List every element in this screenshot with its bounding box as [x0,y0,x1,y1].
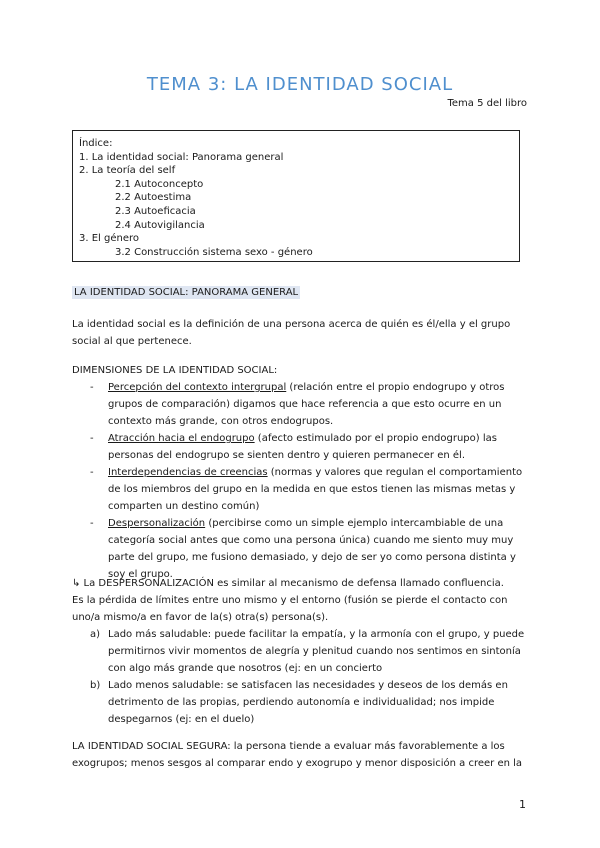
term-description: (percibirse como un simple ejemplo intercambiable de una categoría social antes que como una persona única) cuando me siento muy muy parte del grupo, me fusiono demasiado, y dejo de ser yo como persona distinta y soy el grupo. [108,518,516,580]
term: Percepción del contexto intergrupal [108,382,287,393]
list-marker: - [90,467,94,478]
term: Atracción hacia el endogrupo [108,433,255,444]
index-subitem: 2.1 Autoconcepto [115,178,204,190]
index-box [72,130,520,262]
alpha-list [72,626,532,728]
index-heading: Índice: [79,138,113,149]
index-item: 3. El género [79,233,139,245]
despersonalizacion-definition: Es la pérdida de límites entre uno mismo y el entorno (fusión se pierde el contacto con uno/a mismo/a en favor de la(s) otra(s) persona(s). [72,595,508,623]
index-subitem: 3.2 Construcción sistema sexo - género [115,246,313,258]
textbook-reference: Tema 5 del libro [447,98,527,109]
index-subitem: 2.2 Autoestima [115,192,192,204]
list-marker: b) [90,680,101,691]
index-subitem: 2.3 Autoeficacia [115,205,196,217]
list-item [72,515,532,583]
list-item-text: Lado menos saludable: se satisfacen las necesidades y deseos de los demás en detrimento de las propias, perdiendo autonomía e individualidad; nos impide despegarnos (ej: en el duelo) [108,680,508,725]
identidad-segura-label: LA IDENTIDAD SOCIAL SEGURA: [72,741,231,752]
list-item [72,626,532,677]
term-description: (normas y valores que regulan el comportamiento de los miembros del grupo en la medida en que estos tienen las mismas metas y comparten un destino común) [108,467,523,512]
index-item: 2. La teoría del self [79,165,176,177]
intro-paragraph: La identidad social es la definición de una persona acerca de quién es él/ella y el grupo social al que pertenece. [72,319,511,347]
list-item [72,464,532,515]
list-item [72,677,532,728]
list-item [72,430,532,464]
index-subitem: 2.4 Autovigilancia [115,219,205,231]
page-title: TEMA 3: LA IDENTIDAD SOCIAL [146,74,454,95]
term-description: (relación entre el propio endogrupo y otros grupos de comparación) digamos que hace referencia a que esto ocurre en un contexto más grande, con otros endogrupos. [108,382,505,427]
list-marker: - [90,382,94,393]
term: Despersonalización [108,518,206,529]
identidad-segura-text: la persona tiende a evaluar más favorablemente a los exogrupos; menos sesgos al comparar endo y exogrupo y menor disposición a creer en la [72,741,523,769]
dimensions-list [72,379,532,583]
index-item: 1. La identidad social: Panorama general [79,151,284,163]
list-item-text: Lado más saludable: puede facilitar la empatía, y la armonía con el grupo, y puede permitirnos vivir momentos de alegría y plenitud cuando nos sentimos en sintonía con algo más grande que nosotros (ej: en un concierto [108,629,525,674]
highlighted-heading: LA IDENTIDAD SOCIAL: PANORAMA GENERAL [74,287,299,298]
list-marker: a) [90,629,101,640]
dimensions-heading: DIMENSIONES DE LA IDENTIDAD SOCIAL: [72,365,278,376]
identidad-segura-paragraph [72,738,532,772]
term-description: (afecto estimulado por el propio endogrupo) las personas del endogrupo se sienten dentro y quieren permanecer en él. [108,433,497,461]
list-marker: - [90,518,94,529]
page-number: 1 [519,798,526,811]
section-heading [72,284,532,301]
term: Interdependencias de creencias [108,467,268,478]
list-marker: - [90,433,94,444]
despersonalizacion-note: ↳ La DESPERSONALIZACIÓN es similar al mecanismo de defensa llamado confluencia. [72,578,504,589]
list-item [72,379,532,430]
